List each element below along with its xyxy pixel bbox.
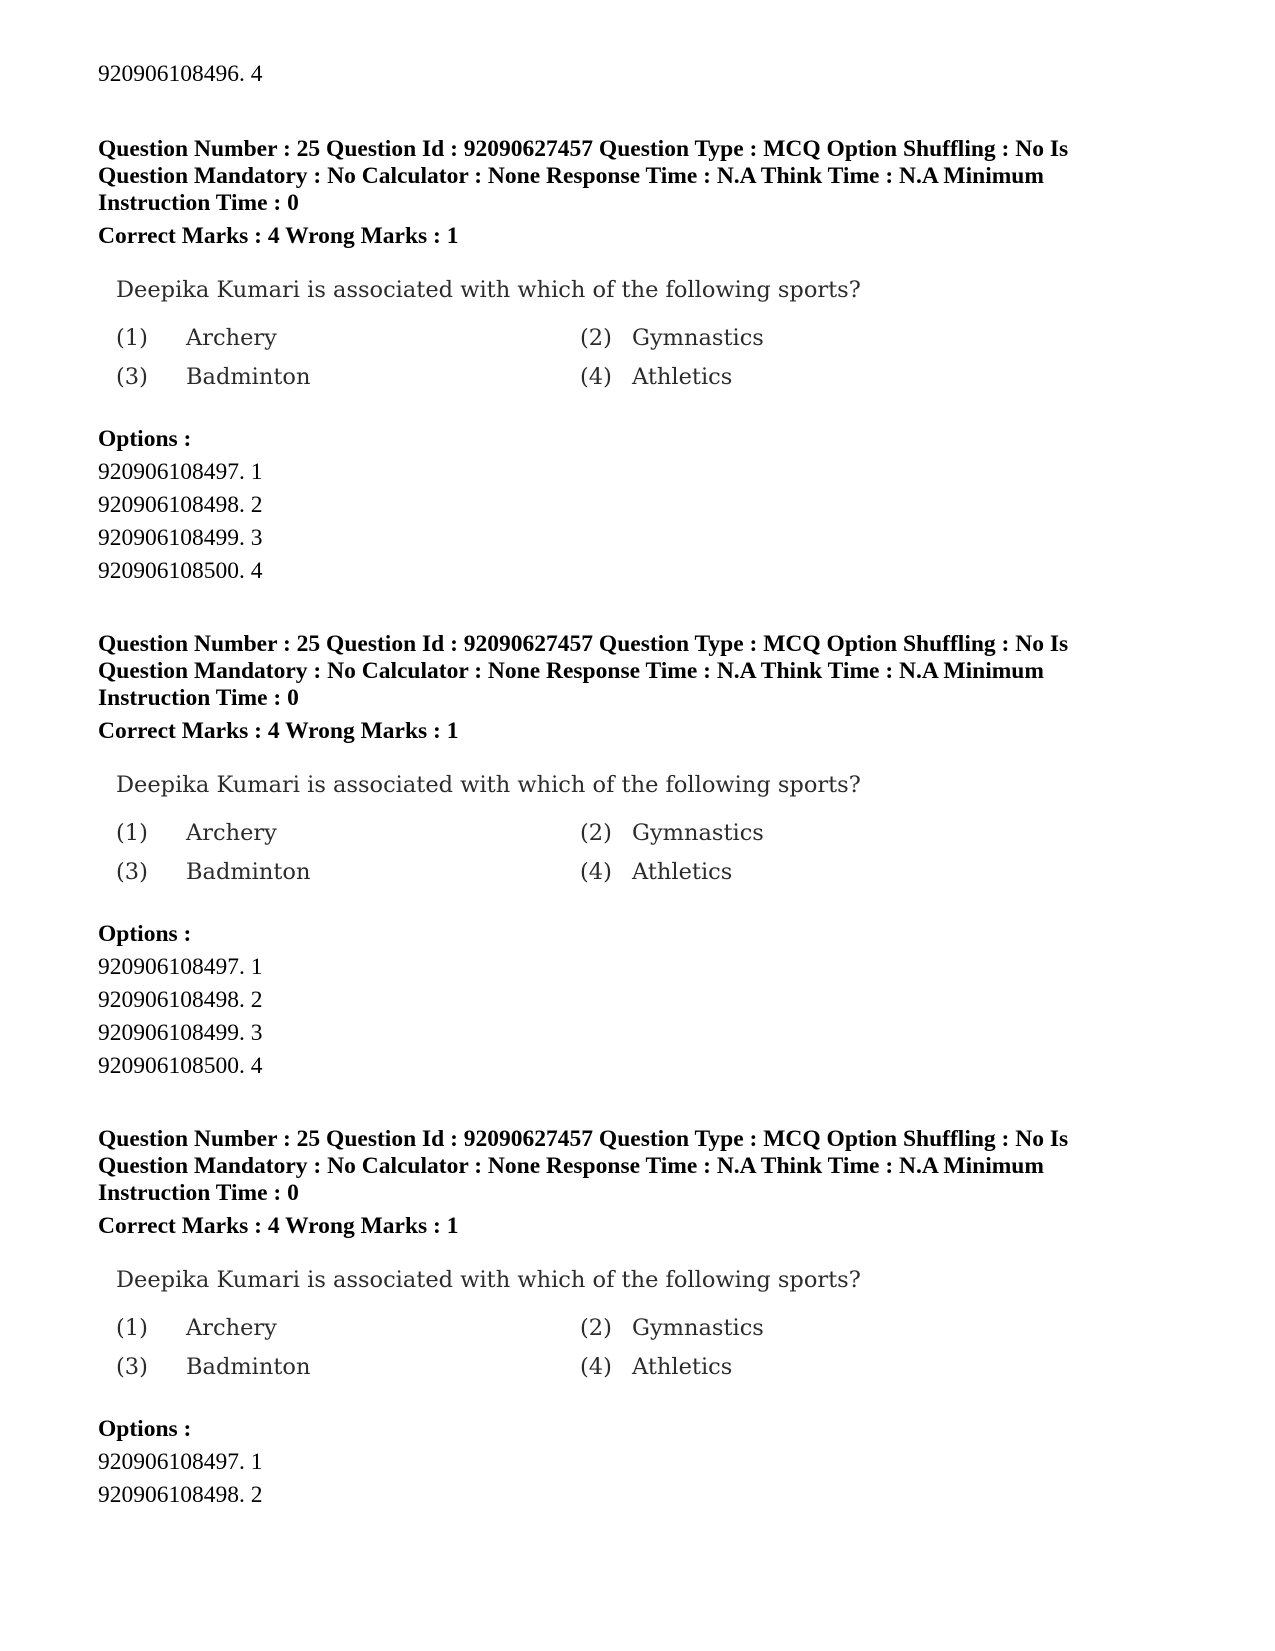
marks-line: Correct Marks : 4 Wrong Marks : 1	[98, 1213, 459, 1239]
choice-label: Athletics	[632, 859, 733, 885]
choice-number: (1)	[116, 1315, 148, 1341]
question-header-line: Question Number : 25 Question Id : 92090627457 Question Type : MCQ Option Shuffling : No Is	[98, 1126, 1069, 1152]
choice-label: Badminton	[186, 859, 311, 885]
choice-label: Archery	[186, 1315, 277, 1341]
choice-label: Athletics	[632, 1354, 733, 1380]
choice-number: (4)	[580, 364, 612, 390]
question-text: Deepika Kumari is associated with which of the following sports?	[116, 1267, 861, 1293]
choice-label: Archery	[186, 820, 277, 846]
option-line: 920906108499. 3	[98, 525, 263, 551]
marks-line: Correct Marks : 4 Wrong Marks : 1	[98, 718, 459, 744]
choice-label: Gymnastics	[632, 820, 764, 846]
option-line: 920906108499. 3	[98, 1020, 263, 1046]
marks-line: Correct Marks : 4 Wrong Marks : 1	[98, 223, 459, 249]
choice-number: (2)	[580, 820, 612, 846]
choice-number: (4)	[580, 1354, 612, 1380]
option-line: 920906108498. 2	[98, 492, 263, 518]
choice-label: Badminton	[186, 1354, 311, 1380]
option-line: 920906108497. 1	[98, 954, 263, 980]
option-line: 920906108498. 2	[98, 987, 263, 1013]
options-title: Options :	[98, 921, 192, 947]
choice-number: (2)	[580, 325, 612, 351]
option-line: 920906108498. 2	[98, 1482, 263, 1508]
question-header-line: Question Number : 25 Question Id : 92090627457 Question Type : MCQ Option Shuffling : No Is	[98, 136, 1069, 162]
choice-number: (3)	[116, 1354, 148, 1380]
question-header-line: Instruction Time : 0	[98, 190, 299, 216]
question-header-line: Instruction Time : 0	[98, 685, 299, 711]
choice-number: (3)	[116, 859, 148, 885]
choice-label: Gymnastics	[632, 1315, 764, 1341]
choice-number: (4)	[580, 859, 612, 885]
choice-label: Athletics	[632, 364, 733, 390]
question-text: Deepika Kumari is associated with which of the following sports?	[116, 772, 861, 798]
question-header-line: Instruction Time : 0	[98, 1180, 299, 1206]
option-line: 920906108500. 4	[98, 1053, 263, 1079]
choice-label: Gymnastics	[632, 325, 764, 351]
question-header-line: Question Mandatory : No Calculator : None Response Time : N.A Think Time : N.A Minimum	[98, 1153, 1044, 1179]
question-header-line: Question Mandatory : No Calculator : None Response Time : N.A Think Time : N.A Minimum	[98, 163, 1044, 189]
option-line: 920906108497. 1	[98, 1449, 263, 1475]
choice-number: (2)	[580, 1315, 612, 1341]
choice-label: Badminton	[186, 364, 311, 390]
choice-number: (1)	[116, 325, 148, 351]
leading-option-line: 920906108496. 4	[98, 61, 263, 87]
choice-number: (1)	[116, 820, 148, 846]
options-title: Options :	[98, 1416, 192, 1442]
question-text: Deepika Kumari is associated with which of the following sports?	[116, 277, 861, 303]
option-line: 920906108497. 1	[98, 459, 263, 485]
option-line: 920906108500. 4	[98, 558, 263, 584]
choice-label: Archery	[186, 325, 277, 351]
choice-number: (3)	[116, 364, 148, 390]
options-title: Options :	[98, 426, 192, 452]
question-header-line: Question Number : 25 Question Id : 92090627457 Question Type : MCQ Option Shuffling : No Is	[98, 631, 1069, 657]
question-header-line: Question Mandatory : No Calculator : None Response Time : N.A Think Time : N.A Minimum	[98, 658, 1044, 684]
